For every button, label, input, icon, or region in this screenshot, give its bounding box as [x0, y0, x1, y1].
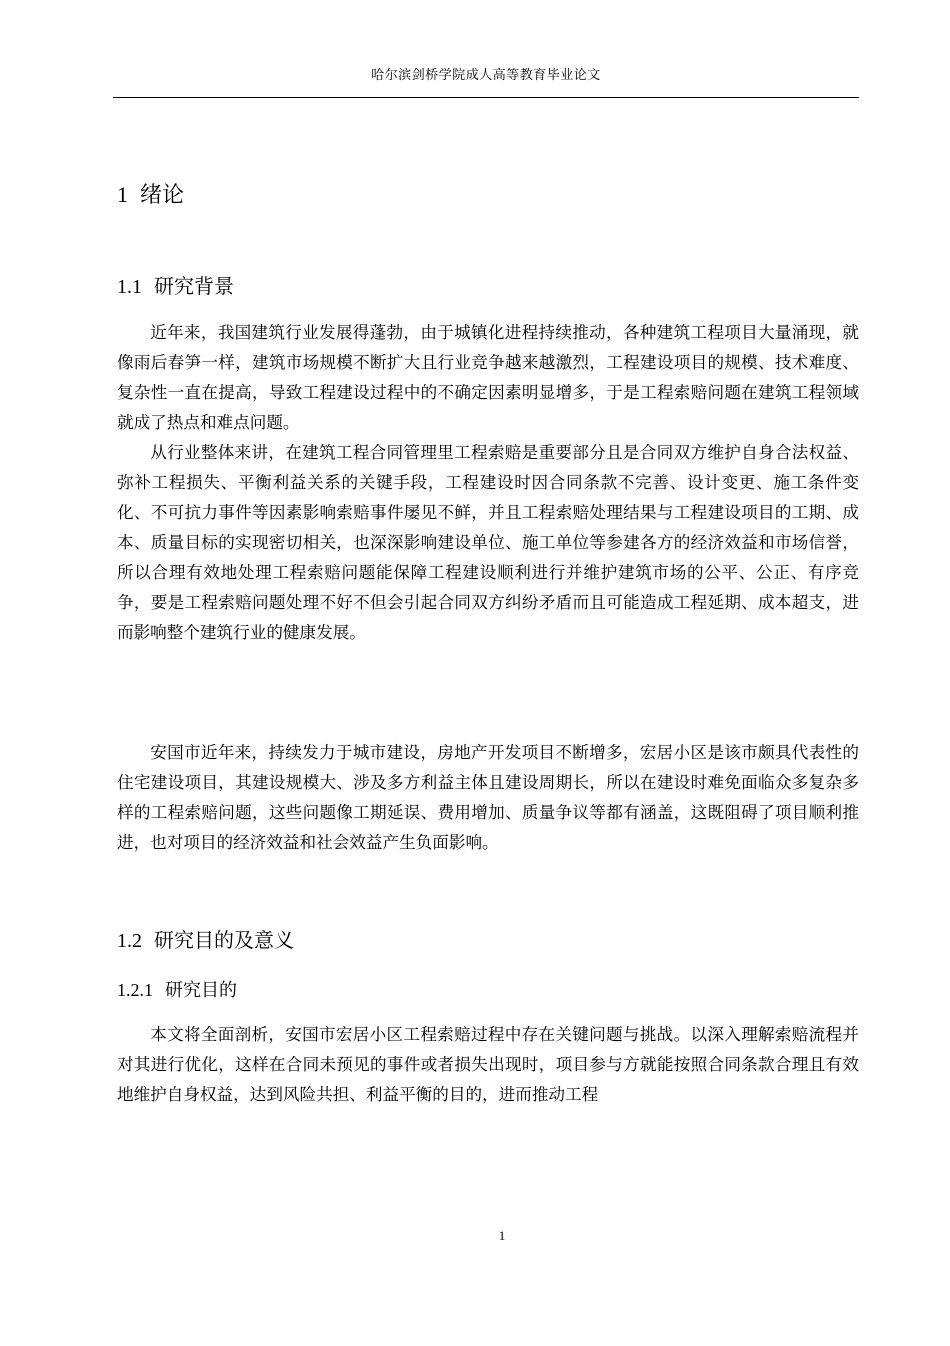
paragraph: 安国市近年来，持续发力于城市建设，房地产开发项目不断增多，宏居小区是该市颇具代表性的住宅建设项目，其建设规模大、涉及多方利益主体且建设周期长，所以在建设时难免面临众多复杂多样的工程索赔问题，这些问题像工期延误、费用增加、质量争议等都有涵盖，这既阻碍了项目顺利推进，也对项目的经济效益和社会效益产生负面影响。 — [117, 743, 859, 852]
page-number: 1 — [498, 1228, 506, 1243]
header-rule — [113, 97, 859, 98]
chapter-title: 绪论 — [140, 183, 185, 208]
subsection-title: 研究目的 — [165, 980, 237, 1001]
running-header: 哈尔滨剑桥学院成人高等教育毕业论文 — [371, 68, 601, 83]
paragraph: 从行业整体来讲，在建筑工程合同管理里工程索赔是重要部分且是合同双方维护自身合法权益、弥补工程损失、平衡利益关系的关键手段，工程建设时因合同条款不完善、设计变更、施工条件变化、不可抗力事件等因素影响索赔事件屡见不鲜，并且工程索赔处理结果与工程建设项目的工期、成本、质量目标的实现密切相关，也深深影响建设单位、施工单位等参建各方的经济效益和市场信誉，所以合理有效地处理工程索赔问题能保障工程建设顺利进行并维护建筑市场的公平、公正、有序竞争，要是工程索赔问题处理不好不但会引起合同双方纠纷矛盾而且可能造成工程延期、成本超支，进而影响整个建筑行业的健康发展。 — [117, 443, 859, 642]
section-title: 研究背景 — [154, 274, 234, 298]
paragraph: 近年来，我国建筑行业发展得蓬勃，由于城镇化进程持续推动，各种建筑工程项目大量涌现，就像雨后春笋一样，建筑市场规模不断扩大且行业竞争越来越激烈，工程建设项目的规模、技术难度、复杂性一直在提高，导致工程建设过程中的不确定因素明显增多，于是工程索赔问题在建筑工程领域就成了热点和难点问题。 — [117, 323, 859, 432]
chapter-number: 1 — [117, 182, 128, 207]
section-heading-1-1 — [117, 270, 234, 299]
paragraph: 本文将全面剖析，安国市宏居小区工程索赔过程中存在关键问题与挑战。以深入理解索赔流程并对其进行优化，这样在合同未预见的事件或者损失出现时，项目参与方就能按照合同条款合理且有效地维护自身权益，达到风险共担、利益平衡的目的，进而推动工程 — [117, 1025, 859, 1104]
subsection-number: 1.2.1 — [117, 980, 153, 1000]
chapter-heading — [117, 178, 184, 209]
section-number: 1.2 — [117, 930, 142, 952]
section-number: 1.1 — [117, 276, 142, 298]
section-heading-1-2 — [117, 924, 294, 953]
section-title: 研究目的及意义 — [154, 928, 294, 952]
subsection-heading-1-2-1 — [117, 976, 237, 1002]
